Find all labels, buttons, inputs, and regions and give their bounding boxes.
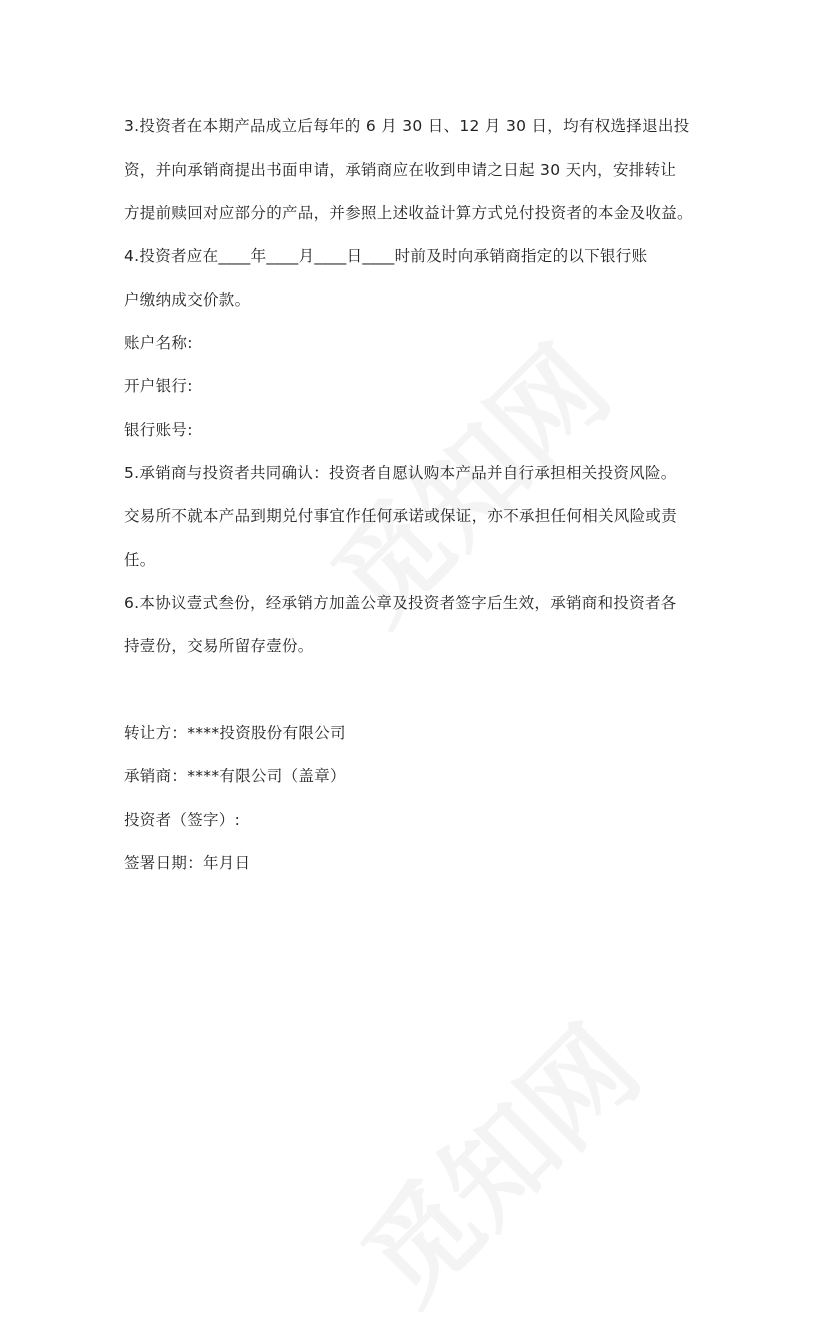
paragraph5-line2: 交易所不就本产品到期兑付事宜作任何承诺或保证，亦不承担任何相关风险或责: [124, 507, 678, 525]
paragraph3-line3: 方提前赎回对应部分的产品，并参照上述收益计算方式兑付投资者的本金及收益。: [124, 204, 693, 222]
bank-label: 开户银行:: [124, 377, 193, 395]
paragraph5-line3: 任。: [124, 551, 156, 569]
paragraph6-line1: 6.本协议壹式叁份，经承销方加盖公章及投资者签字后生效，承销商和投资者各: [124, 594, 677, 612]
paragraph4-line1: 4.投资者应在____年____月____日____时前及时向承销商指定的以下银行账: [124, 247, 648, 265]
account-name-label: 账户名称:: [124, 334, 193, 352]
paragraph3-line2: 资，并向承销商提出书面申请，承销商应在收到申请之日起 30 天内，安排转让: [124, 161, 677, 179]
sign-date-line: 签署日期：年月日: [124, 854, 251, 872]
transferor-line: 转让方：****投资股份有限公司: [124, 724, 346, 742]
paragraph6-line2: 持壹份，交易所留存壹份。: [124, 637, 314, 655]
paragraph3-line1: 3.投资者在本期产品成立后每年的 6 月 30 日、12 月 30 日，均有权选择退出投: [124, 117, 690, 135]
investor-sign-line: 投资者（签字）:: [124, 811, 241, 829]
watermark-bottom: [322, 986, 667, 1331]
underwriter-line: 承销商：****有限公司（盖章）: [124, 767, 346, 785]
paragraph4-line2: 户缴纳成交价款。: [124, 291, 251, 309]
paragraph5-line1: 5.承销商与投资者共同确认：投资者自愿认购本产品并自行承担相关投资风险。: [124, 464, 677, 482]
account-number-label: 银行账号:: [124, 421, 193, 439]
